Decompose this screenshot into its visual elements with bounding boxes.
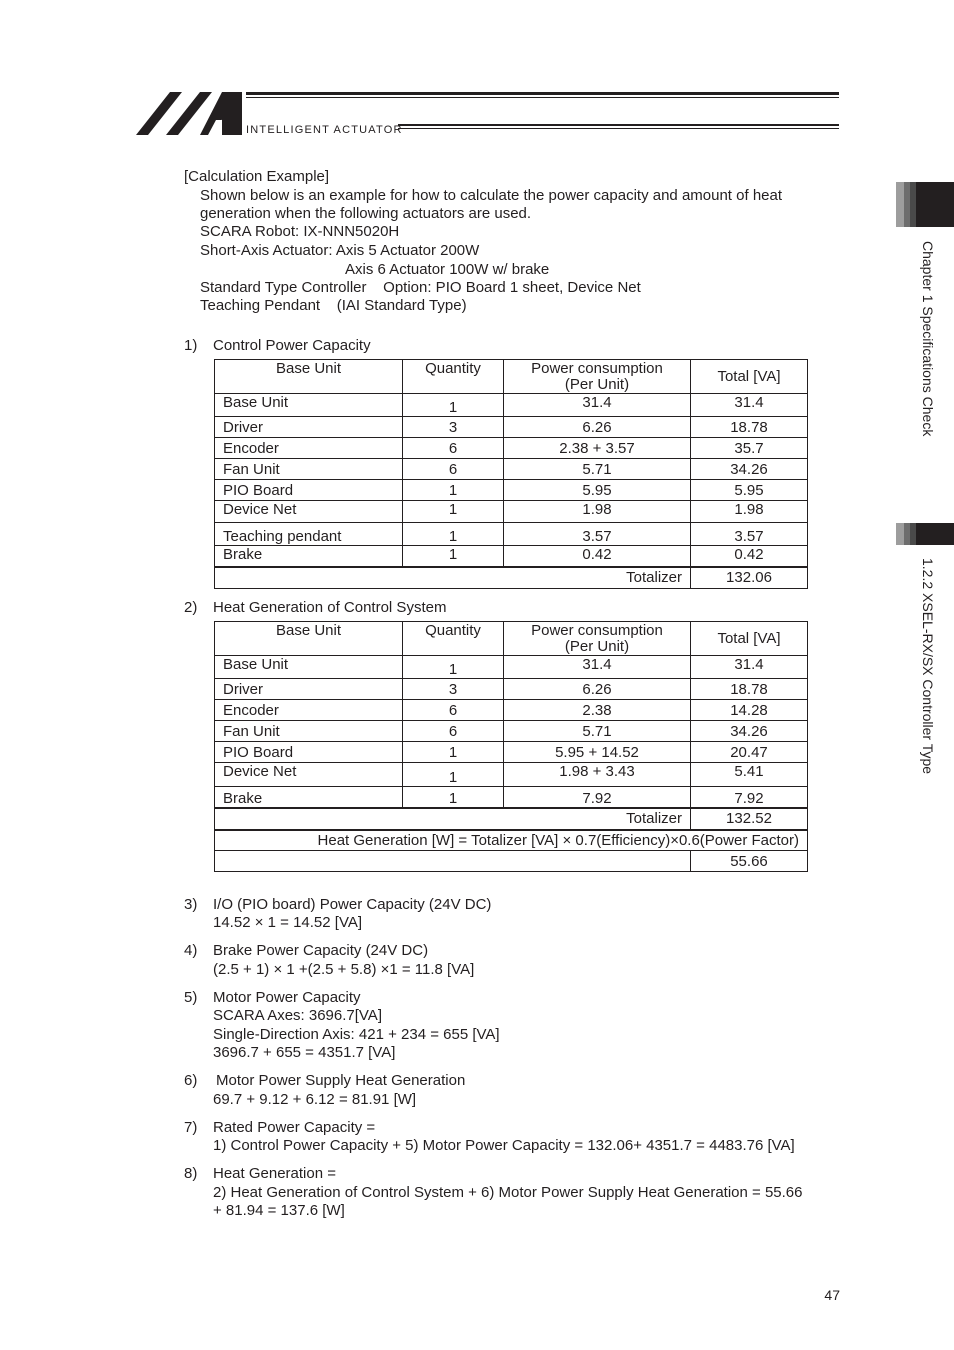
col-header-total: Total [VA] bbox=[691, 360, 808, 394]
cell-power: 5.71 bbox=[504, 459, 691, 480]
cell-power: 31.4 bbox=[504, 656, 691, 679]
cell-power: 31.4 bbox=[504, 394, 691, 417]
table-row bbox=[215, 459, 808, 480]
totalizer-row bbox=[215, 567, 808, 589]
cell-qty: 1 bbox=[403, 480, 504, 501]
table-row bbox=[215, 417, 808, 438]
item6-title: Motor Power Supply Heat Generation bbox=[216, 1072, 466, 1089]
cell-qty: 3 bbox=[403, 679, 504, 700]
table-header-row bbox=[215, 360, 808, 394]
cell-qty: 1 bbox=[403, 501, 504, 523]
table-row bbox=[215, 742, 808, 763]
col-header-power-line1: Power consumption bbox=[531, 360, 663, 377]
item5-title: Motor Power Capacity bbox=[213, 989, 361, 1006]
cell-power: 2.38 bbox=[504, 700, 691, 721]
intro-line-3: SCARA Robot: IX-NNN5020H bbox=[200, 223, 400, 240]
item4-title: Brake Power Capacity (24V DC) bbox=[213, 942, 429, 959]
cell-qty: 3 bbox=[403, 417, 504, 438]
cell-total: 5.95 bbox=[691, 480, 808, 501]
cell-power: 5.95 bbox=[504, 480, 691, 501]
chapter-side-label: Chapter 1 Specifications Check bbox=[920, 241, 936, 437]
chapter-tab-marker bbox=[896, 182, 954, 227]
section1-title: Control Power Capacity bbox=[213, 337, 371, 354]
item5-line1: SCARA Axes: 3696.7[VA] bbox=[213, 1007, 382, 1024]
cell-total: 35.7 bbox=[691, 438, 808, 459]
cell-qty: 1 bbox=[403, 394, 504, 417]
section1-number: 1) bbox=[184, 337, 198, 354]
header-rule-top-thin bbox=[246, 97, 839, 98]
intro-line-4: Short-Axis Actuator: Axis 5 Actuator 200W bbox=[200, 242, 480, 259]
cell-qty: 6 bbox=[403, 700, 504, 721]
item7-title: Rated Power Capacity = bbox=[213, 1119, 376, 1136]
cell-power: 2.38 + 3.57 bbox=[504, 438, 691, 459]
section-tab-marker bbox=[896, 523, 954, 545]
header-rule-bottom-thick bbox=[398, 124, 839, 126]
col-header-quantity: Quantity bbox=[403, 360, 504, 394]
iai-logo-mark bbox=[136, 92, 244, 136]
section2-number: 2) bbox=[184, 599, 198, 616]
item5-line3: 3696.7 + 655 = 4351.7 [VA] bbox=[213, 1044, 396, 1061]
col-header-power-line2: (Per Unit) bbox=[564, 638, 630, 655]
cell-unit: Device Net bbox=[215, 763, 403, 787]
cell-qty: 6 bbox=[403, 721, 504, 742]
header-rule-top-thick bbox=[246, 92, 839, 95]
header-rule-bottom-thin bbox=[398, 128, 839, 129]
totalizer-label: Totalizer bbox=[215, 567, 691, 589]
item8-line2: + 81.94 = 137.6 [W] bbox=[213, 1202, 345, 1219]
intro-line-6: Standard Type Controller Option: PIO Board 1 sheet, Device Net bbox=[200, 279, 641, 296]
cell-power: 7.92 bbox=[504, 787, 691, 808]
section-side-label: 1.2.2 XSEL-RX/SX Controller Type bbox=[920, 558, 936, 775]
col-header-base-unit: Base Unit bbox=[215, 622, 403, 656]
control-power-table bbox=[214, 359, 808, 589]
item8-line1: 2) Heat Generation of Control System + 6) Motor Power Supply Heat Generation = 55.66 bbox=[213, 1184, 803, 1201]
item5-line2: Single-Direction Axis: 421 + 234 = 655 [VA] bbox=[213, 1026, 500, 1043]
cell-power: 1.98 bbox=[504, 501, 691, 523]
cell-qty: 1 bbox=[403, 523, 504, 546]
cell-total: 5.41 bbox=[691, 763, 808, 787]
col-header-base-unit: Base Unit bbox=[215, 360, 403, 394]
col-header-power-line1: Power consumption bbox=[531, 622, 663, 639]
cell-power: 5.95 + 14.52 bbox=[504, 742, 691, 763]
cell-qty: 1 bbox=[403, 742, 504, 763]
cell-unit: Fan Unit bbox=[215, 721, 403, 742]
cell-qty: 1 bbox=[403, 787, 504, 808]
item3-number: 3) bbox=[184, 896, 198, 913]
cell-total: 31.4 bbox=[691, 656, 808, 679]
cell-power: 6.26 bbox=[504, 417, 691, 438]
item6-number: 6) bbox=[184, 1072, 198, 1089]
item8-number: 8) bbox=[184, 1165, 198, 1182]
section2-title: Heat Generation of Control System bbox=[213, 599, 447, 616]
cell-unit: Base Unit bbox=[215, 656, 403, 679]
cell-power: 1.98 + 3.43 bbox=[504, 763, 691, 787]
cell-qty: 6 bbox=[403, 459, 504, 480]
cell-total: 18.78 bbox=[691, 679, 808, 700]
item7-number: 7) bbox=[184, 1119, 198, 1136]
page-number: 47 bbox=[824, 1287, 840, 1303]
cell-power: 0.42 bbox=[504, 546, 691, 567]
heat-value-row bbox=[215, 851, 808, 872]
item3-line1: 14.52 × 1 = 14.52 [VA] bbox=[213, 914, 363, 931]
table-row bbox=[215, 787, 808, 808]
table-row bbox=[215, 656, 808, 679]
table-row bbox=[215, 763, 808, 787]
table-row bbox=[215, 546, 808, 567]
cell-qty: 6 bbox=[403, 438, 504, 459]
intro-line-1: Shown below is an example for how to calculate the power capacity and amount of heat bbox=[200, 187, 783, 204]
cell-unit: PIO Board bbox=[215, 480, 403, 501]
cell-unit: Fan Unit bbox=[215, 459, 403, 480]
cell-total: 18.78 bbox=[691, 417, 808, 438]
item4-line1: (2.5 + 1) × 1 +(2.5 + 5.8) ×1 = 11.8 [VA] bbox=[213, 961, 475, 978]
cell-total: 34.26 bbox=[691, 721, 808, 742]
heat-formula-row bbox=[215, 830, 808, 851]
cell-total: 1.98 bbox=[691, 501, 808, 523]
item3-title: I/O (PIO board) Power Capacity (24V DC) bbox=[213, 896, 492, 913]
cell-total: 7.92 bbox=[691, 787, 808, 808]
cell-power: 5.71 bbox=[504, 721, 691, 742]
cell-power: 3.57 bbox=[504, 523, 691, 546]
table-row bbox=[215, 523, 808, 546]
totalizer-label: Totalizer bbox=[215, 808, 691, 830]
cell-total: 0.42 bbox=[691, 546, 808, 567]
cell-total: 31.4 bbox=[691, 394, 808, 417]
item6-line1: 69.7 + 9.12 + 6.12 = 81.91 [W] bbox=[213, 1091, 417, 1108]
col-header-power-line2: (Per Unit) bbox=[564, 376, 630, 393]
col-header-power bbox=[504, 622, 691, 656]
table-row bbox=[215, 721, 808, 742]
heat-value-blank bbox=[215, 851, 691, 872]
col-header-power bbox=[504, 360, 691, 394]
item7-line1: 1) Control Power Capacity + 5) Motor Power Capacity = 132.06+ 4351.7 = 4483.76 [VA] bbox=[213, 1137, 795, 1154]
cell-unit: Base Unit bbox=[215, 394, 403, 417]
cell-unit: Teaching pendant bbox=[215, 523, 403, 546]
cell-unit: Device Net bbox=[215, 501, 403, 523]
cell-total: 14.28 bbox=[691, 700, 808, 721]
cell-unit: Driver bbox=[215, 417, 403, 438]
cell-total: 20.47 bbox=[691, 742, 808, 763]
item8-title: Heat Generation = bbox=[213, 1165, 336, 1182]
cell-qty: 1 bbox=[403, 656, 504, 679]
heat-formula: Heat Generation [W] = Totalizer [VA] × 0.7(Efficiency)×0.6(Power Factor) bbox=[215, 830, 808, 851]
item4-number: 4) bbox=[184, 942, 198, 959]
col-header-quantity: Quantity bbox=[403, 622, 504, 656]
cell-qty: 1 bbox=[403, 763, 504, 787]
item5-number: 5) bbox=[184, 989, 198, 1006]
table-row bbox=[215, 700, 808, 721]
cell-unit: Driver bbox=[215, 679, 403, 700]
totalizer-row bbox=[215, 808, 808, 830]
cell-total: 34.26 bbox=[691, 459, 808, 480]
cell-unit: Encoder bbox=[215, 438, 403, 459]
col-header-total: Total [VA] bbox=[691, 622, 808, 656]
table-row bbox=[215, 394, 808, 417]
cell-unit: Brake bbox=[215, 546, 403, 567]
table-row bbox=[215, 480, 808, 501]
table-row bbox=[215, 501, 808, 523]
cell-qty: 1 bbox=[403, 546, 504, 567]
cell-total: 3.57 bbox=[691, 523, 808, 546]
table-row bbox=[215, 438, 808, 459]
cell-power: 6.26 bbox=[504, 679, 691, 700]
table-header-row bbox=[215, 622, 808, 656]
heat-generation-table bbox=[214, 621, 808, 872]
heat-value: 55.66 bbox=[691, 851, 808, 872]
totalizer-value: 132.06 bbox=[691, 567, 808, 589]
intro-line-5: Axis 6 Actuator 100W w/ brake bbox=[345, 261, 550, 278]
brand-text: INTELLIGENT ACTUATOR bbox=[246, 124, 403, 136]
cell-unit: Brake bbox=[215, 787, 403, 808]
intro-line-7: Teaching Pendant (IAI Standard Type) bbox=[200, 297, 467, 314]
table-row bbox=[215, 679, 808, 700]
cell-unit: Encoder bbox=[215, 700, 403, 721]
totalizer-value: 132.52 bbox=[691, 808, 808, 830]
calc-example-heading: [Calculation Example] bbox=[184, 168, 330, 185]
cell-unit: PIO Board bbox=[215, 742, 403, 763]
intro-line-2: generation when the following actuators are used. bbox=[200, 205, 532, 222]
